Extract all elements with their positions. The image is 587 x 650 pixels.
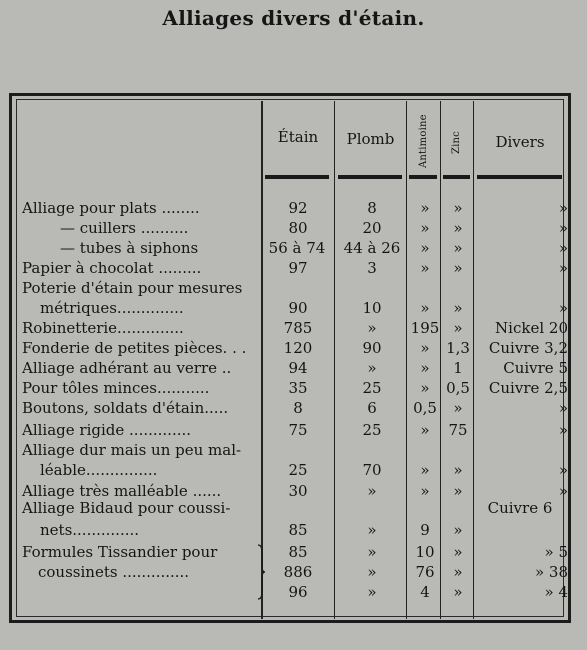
cell-antimoine: » — [420, 339, 430, 357]
cell-plomb: 8 — [367, 199, 377, 217]
header-antimoine: Antimoine — [418, 114, 429, 168]
header-rule-antimoine — [409, 175, 437, 179]
row-label: Robinetterie.............. — [22, 319, 184, 337]
cell-divers: Cuivre 3,2 — [488, 339, 568, 357]
cell-zinc: » — [453, 239, 463, 257]
cell-antimoine: » — [420, 299, 430, 317]
cell-antimoine: » — [420, 219, 430, 237]
cell-zinc: » — [453, 583, 463, 601]
cell-etain: 96 — [288, 583, 308, 601]
cell-divers: Nickel 20 — [495, 319, 568, 337]
cell-etain: 92 — [288, 199, 308, 217]
cell-divers: Cuivre 5 — [503, 359, 568, 377]
cell-antimoine: » — [420, 239, 430, 257]
header-zinc: Zinc — [451, 131, 462, 155]
row-label: coussinets .............. — [38, 563, 190, 581]
cell-plomb: 3 — [367, 259, 377, 277]
cell-plomb: » — [367, 482, 377, 500]
cell-plomb: 25 — [362, 379, 382, 397]
header-divers: Divers — [495, 133, 545, 151]
cell-antimoine: » — [420, 199, 430, 217]
cell-zinc: 0,5 — [446, 379, 470, 397]
cell-etain: 75 — [288, 421, 308, 439]
table-row — [0, 460, 587, 480]
cell-etain: 85 — [288, 521, 308, 539]
header-rule-zinc — [443, 175, 470, 179]
cell-zinc: 1,3 — [446, 339, 470, 357]
cell-divers: » 38 — [534, 563, 568, 581]
table-row — [0, 278, 587, 298]
cell-plomb: 90 — [362, 339, 382, 357]
cell-zinc: » — [453, 461, 463, 479]
row-label: nets.............. — [40, 521, 140, 539]
cell-etain: 785 — [283, 319, 313, 337]
cell-etain: 8 — [293, 399, 303, 417]
table-row — [0, 520, 587, 540]
cell-antimoine: » — [420, 461, 430, 479]
cell-plomb: 20 — [362, 219, 382, 237]
cell-zinc: » — [453, 521, 463, 539]
table-row — [0, 420, 587, 440]
table-row — [0, 498, 587, 518]
cell-etain: 25 — [288, 461, 308, 479]
cell-etain: 80 — [288, 219, 308, 237]
cell-antimoine: 76 — [415, 563, 435, 581]
row-label: Alliage adhérant au verre .. — [22, 359, 232, 377]
cell-antimoine: 9 — [420, 521, 430, 539]
cell-etain: 35 — [288, 379, 308, 397]
row-label: Alliage rigide ............. — [22, 421, 192, 439]
cell-plomb: » — [367, 583, 377, 601]
cell-antimoine: » — [420, 482, 430, 500]
header-rule-plomb — [338, 175, 402, 179]
header-etain: Étain — [277, 128, 319, 146]
row-label: métriques.............. — [40, 299, 184, 317]
cell-zinc: » — [453, 482, 463, 500]
cell-antimoine: 4 — [420, 583, 430, 601]
cell-etain: 56 à 74 — [268, 239, 326, 257]
table-row — [0, 542, 587, 562]
cell-divers: » — [558, 219, 568, 237]
cell-zinc: » — [453, 563, 463, 581]
cell-antimoine: » — [420, 379, 430, 397]
cell-divers: » 5 — [544, 543, 568, 561]
row-label: Alliage dur mais un peu mal- — [22, 441, 242, 459]
cell-etain: 90 — [288, 299, 308, 317]
table-row — [0, 198, 587, 218]
cell-etain: 30 — [288, 482, 308, 500]
cell-zinc: 75 — [448, 421, 468, 439]
row-label: Alliage très malléable ...... — [22, 482, 222, 500]
table-row — [0, 218, 587, 238]
cell-plomb: 10 — [362, 299, 382, 317]
cell-divers: » — [558, 482, 568, 500]
cell-etain: 94 — [288, 359, 308, 377]
cell-antimoine: 0,5 — [413, 399, 437, 417]
cell-etain: 85 — [288, 543, 308, 561]
table-row — [0, 562, 587, 582]
table-row — [0, 298, 587, 318]
cell-zinc: » — [453, 259, 463, 277]
cell-plomb: » — [367, 521, 377, 539]
cell-plomb: 6 — [367, 399, 377, 417]
cell-zinc: » — [453, 199, 463, 217]
cell-antimoine: 195 — [410, 319, 440, 337]
row-label: — tubes à siphons — [60, 239, 199, 257]
table-row — [0, 378, 587, 398]
cell-antimoine: » — [420, 421, 430, 439]
brace-icon — [257, 544, 265, 600]
table-row — [0, 440, 587, 460]
cell-divers: Cuivre 6 — [487, 499, 553, 517]
cell-divers: » 4 — [544, 583, 568, 601]
table-row — [0, 582, 587, 602]
table-row — [0, 318, 587, 338]
cell-divers: » — [558, 399, 568, 417]
cell-zinc: » — [453, 399, 463, 417]
table-row — [0, 258, 587, 278]
table-row — [0, 358, 587, 378]
cell-divers: » — [558, 199, 568, 217]
cell-divers: » — [558, 239, 568, 257]
cell-divers: » — [558, 421, 568, 439]
cell-zinc: 1 — [453, 359, 463, 377]
cell-antimoine: » — [420, 359, 430, 377]
cell-zinc: » — [453, 543, 463, 561]
cell-plomb: » — [367, 543, 377, 561]
page-title: Alliages divers d'étain. — [162, 6, 425, 30]
cell-plomb: » — [367, 563, 377, 581]
cell-plomb: 70 — [362, 461, 382, 479]
cell-etain: 120 — [283, 339, 313, 357]
header-plomb: Plomb — [346, 130, 395, 148]
cell-plomb: 25 — [362, 421, 382, 439]
row-label: Pour tôles minces........... — [22, 379, 210, 397]
cell-plomb: » — [367, 319, 377, 337]
row-label: Alliage Bidaud pour coussi- — [22, 499, 231, 517]
header-rule-divers — [477, 175, 562, 179]
row-label: léable............... — [40, 461, 158, 479]
row-label: Alliage pour plats ........ — [22, 199, 200, 217]
table-row — [0, 238, 587, 258]
cell-zinc: » — [453, 299, 463, 317]
row-label: — cuillers .......... — [60, 219, 189, 237]
cell-divers: » — [558, 259, 568, 277]
cell-antimoine: » — [420, 259, 430, 277]
row-label: Fonderie de petites pièces. . . — [22, 339, 247, 357]
cell-etain: 886 — [283, 563, 313, 581]
cell-antimoine: 10 — [415, 543, 435, 561]
row-label: Boutons, soldats d'étain..... — [22, 399, 229, 417]
cell-plomb: 44 à 26 — [343, 239, 401, 257]
row-label: Poterie d'étain pour mesures — [22, 279, 243, 297]
cell-zinc: » — [453, 319, 463, 337]
cell-divers: » — [558, 299, 568, 317]
cell-divers: » — [558, 461, 568, 479]
row-label: Papier à chocolat ......... — [22, 259, 202, 277]
cell-plomb: » — [367, 359, 377, 377]
row-label: Formules Tissandier pour — [22, 543, 218, 561]
cell-zinc: » — [453, 219, 463, 237]
cell-divers: Cuivre 2,5 — [488, 379, 568, 397]
table-row — [0, 338, 587, 358]
table-row — [0, 398, 587, 418]
cell-etain: 97 — [288, 259, 308, 277]
header-rule-etain — [265, 175, 329, 179]
